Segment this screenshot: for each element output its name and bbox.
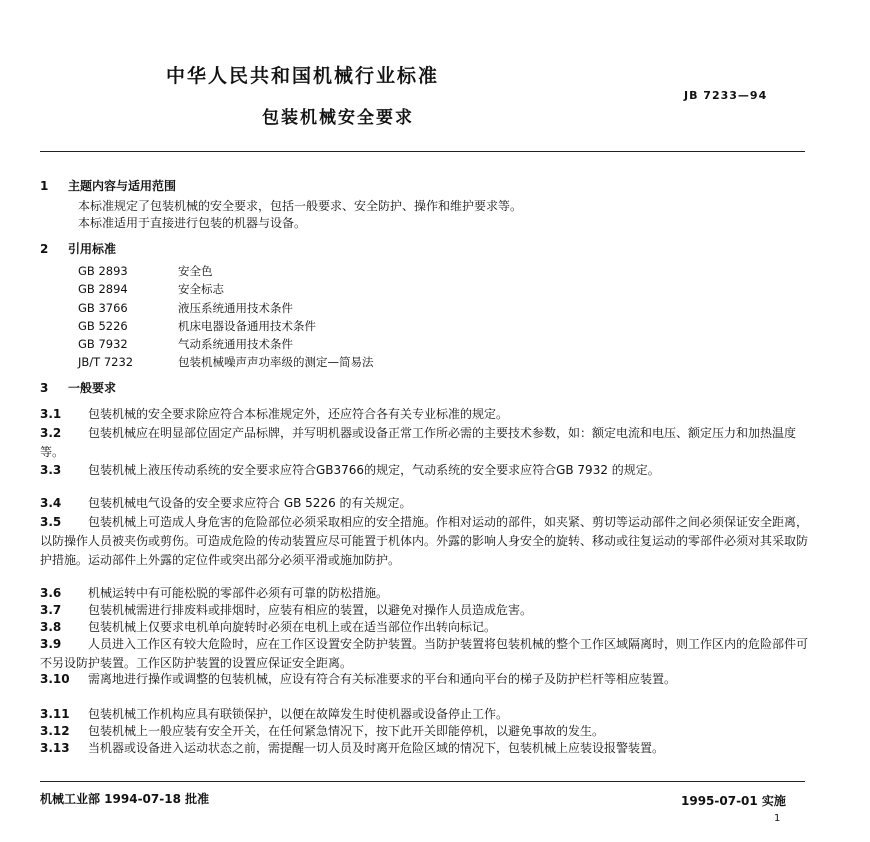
reference-code: GB 5226 [78,318,128,333]
reference-name: 机床电器设备通用技术条件 [178,318,316,333]
clause-text: 需离地进行操作或调整的包装机械，应设有符合有关标准要求的平台和通向平台的梯子及防护栏杆等相应装置。 [88,672,677,686]
clause-number: 3.6 [40,586,62,600]
clause-number: 3.4 [40,496,62,510]
approval-statement: 机械工业部 1994-07-18 批准 [40,792,210,806]
clause-text: 包装机械上仅要求电机单向旋转时必须在电机上或在适当部位作出转向标记。 [88,620,497,634]
clause-3-13 [40,739,810,758]
reference-code: JB/T 7232 [78,355,134,370]
clause-number: 3.9 [40,637,62,651]
reference-code: GB 2893 [78,264,128,278]
clause-number: 3.10 [40,672,70,686]
clause-text: 人员进入工作区有较大危险时，应在工作区设置安全防护装置。当防护装置将包装机械的整个工作区域隔离时，则工作区内的危险部件可不另设防护装置。工作区防护装置的设置应保证安全距离。 [40,637,809,670]
reference-item [78,280,374,298]
clause-text: 包装机械应在明显部位固定产品标牌，并写明机器或设备正常工作所必需的主要技术参数，如：额定电流和电压、额定压力和加热温度等。 [40,426,797,459]
section-1-heading [40,177,176,194]
clause-3-9 [40,635,810,673]
section-number: 3 [40,381,49,395]
clause-text: 包装机械需进行排废料或排烟时，应装有相应的装置，以避免对操作人员造成危害。 [88,603,533,617]
section-1-paragraph: 本标准规定了包装机械的安全要求，包括一般要求、安全防护、操作和维护要求等。 [78,199,523,213]
reference-code: GB 2894 [78,282,128,297]
clause-number: 3.12 [40,724,70,738]
clause-3-1 [40,405,810,424]
section-title: 一般要求 [68,381,117,395]
clause-number: 3.2 [40,426,62,440]
reference-name: 液压系统通用技术条件 [178,300,293,315]
reference-code: GB 7932 [78,337,128,352]
implementation-date: 1995-07-01 实施 [681,794,786,808]
document-title: 包装机械安全要求 [262,108,414,128]
clause-text: 包装机械上一般应装有安全开关，在任何紧急情况下，按下此开关即能停机，以避免事故的发生。 [88,724,605,738]
clause-text: 机械运转中有可能松脱的零部件必须有可靠的防松措施。 [88,586,389,600]
section-title: 引用标准 [68,242,117,256]
clause-number: 3.11 [40,707,70,721]
clause-number: 3.1 [40,407,62,421]
clause-3-3 [40,461,810,480]
section-1-paragraph: 本标准适用于直接进行包装的机器与设备。 [78,216,307,230]
clause-text: 当机器或设备进入运动状态之前，需提醒一切人员及时离开危险区域的情况下，包装机械上应装设报警装置。 [88,741,665,755]
reference-name: 安全标志 [178,282,224,297]
clause-text: 包装机械的安全要求除应符合本标准规定外，还应符合各有关专业标准的规定。 [88,407,509,421]
clause-3-4 [40,494,810,513]
section-number: 2 [40,242,49,256]
issuing-organization: 中华人民共和国机械行业标准 [166,65,440,87]
standard-code: JB 7233—94 [684,89,768,102]
reference-name: 包装机械噪声声功率级的测定—简易法 [178,355,374,370]
section-2-heading [40,240,116,257]
clause-number: 3.7 [40,603,62,617]
clause-number: 3.5 [40,515,62,529]
section-title: 主题内容与适用范围 [68,179,177,193]
clause-text: 包装机械上液压传动系统的安全要求应符合GB3766的规定，气动系统的安全要求应符合GB 7932 的规定。 [88,463,660,477]
reference-name: 安全色 [178,264,213,278]
reference-item [78,299,374,317]
reference-item [78,262,374,280]
section-number: 1 [40,179,49,193]
clause-text: 包装机械电气设备的安全要求应符合 GB 5226 的有关规定。 [88,496,412,510]
reference-name: 气动系统通用技术条件 [178,337,293,352]
reference-item [78,317,374,335]
footer-rule [40,781,805,782]
clause-number: 3.3 [40,463,62,477]
reference-code: GB 3766 [78,300,128,315]
clause-3-10 [40,670,810,689]
page-number: 1 [774,813,781,824]
header-rule [40,151,805,152]
clause-text: 包装机械上可造成人身危害的危险部位必须采取相应的安全措施。作相对运动的部件，如夹紧、剪切等运动部件之间必须保证安全距离，以防操作人员被夹伤或剪伤。可造成危险的传动装置应尽可能置于机体内。外露的影响人身安全的旋转、移动或往复运动的零部件必须对其采取防护措施。运动部件上外露的定位件或突出部分必须平滑或施加防护。 [40,515,809,567]
reference-item [78,335,374,353]
reference-item [78,353,374,371]
clause-number: 3.13 [40,741,70,755]
clause-text: 包装机械工作机构应具有联锁保护，以便在故障发生时使机器或设备停止工作。 [88,707,509,721]
clause-3-5 [40,513,810,570]
section-3-heading [40,379,116,396]
clause-3-2 [40,424,810,462]
clause-number: 3.8 [40,620,62,634]
reference-list [78,262,374,372]
